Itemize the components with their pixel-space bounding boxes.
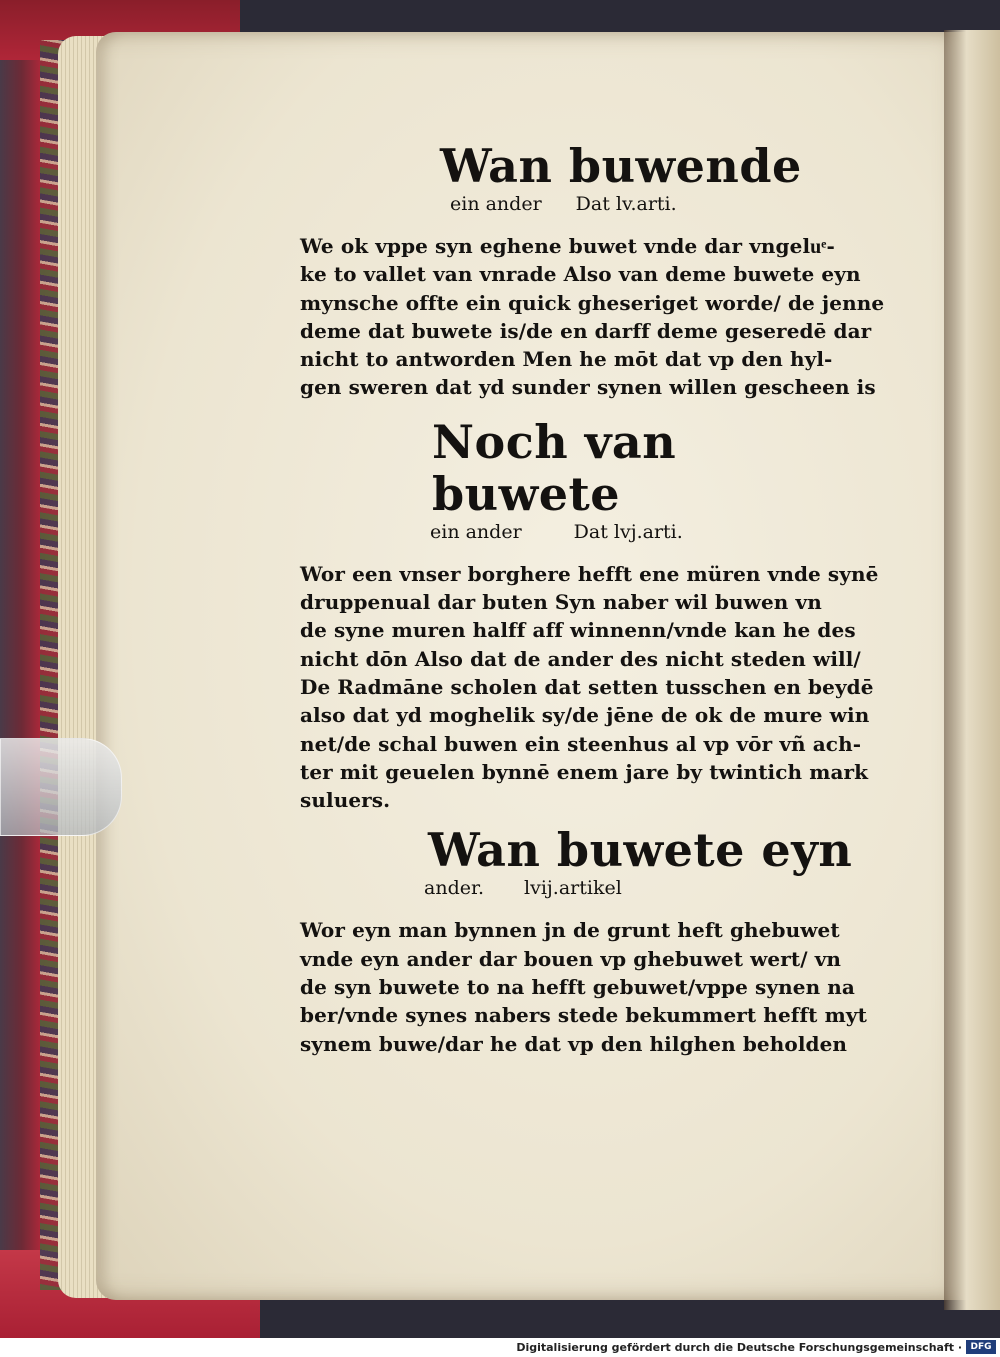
article-subline <box>450 192 880 216</box>
article-number: lvij.artikel <box>524 877 622 900</box>
text-line: Wor een vnser borghere hefft ene müren vnde synē <box>300 561 879 586</box>
dfg-logo: DFG <box>966 1340 996 1354</box>
article-heading: Wan buwete eyn <box>428 823 853 878</box>
text-line: also dat yd moghelik sy/de jēne de ok de mure win <box>300 703 870 728</box>
text-line: net/de schal buwen ein steenhus al vp vōr vñ ach- <box>300 731 862 756</box>
text-line: nicht dōn Also dat de ander des nicht steden will/ <box>300 646 861 671</box>
text-line: suluers. <box>300 788 391 813</box>
text-line: vnde eyn ander dar bouen vp ghebuwet wert/ vn <box>300 946 842 971</box>
subline-left: ein ander <box>450 193 542 215</box>
text-line: ter mit geuelen bynnē enem jare by twintich mark <box>300 759 869 784</box>
article-number: Dat lvj.arti. <box>573 520 683 543</box>
text-line: De Radmāne scholen dat setten tusschen en beydē <box>300 674 874 699</box>
text-line: de syn buwete to na hefft gebuwet/vppe synen na <box>300 975 855 1000</box>
text-line: nicht to antworden Men he mōt dat vp den hyl- <box>300 347 833 372</box>
text-line: Wor eyn man bynnen jn de grunt heft ghebuwet <box>300 918 840 943</box>
gutter-shadow <box>944 30 1000 1310</box>
article-body <box>300 916 880 1057</box>
article-57 <box>300 824 880 1057</box>
article-heading: Noch van buwete <box>432 414 677 521</box>
text-line: mynsche offte ein quick gheseriget worde/ de jenne <box>300 290 885 315</box>
text-line: de syne muren halff aff winnenn/vnde kan he des <box>300 618 856 643</box>
page-text <box>300 139 885 1058</box>
text-line: ber/vnde synes nabers stede bekummert hefft myt <box>300 1003 867 1028</box>
subline-left: ein ander <box>430 520 522 543</box>
text-line: synem buwe/dar he dat vp den hilghen beholden <box>300 1031 848 1056</box>
subline-left: ander. <box>424 877 485 900</box>
article-subline <box>430 520 880 544</box>
funding-credit: Digitalisierung gefördert durch die Deutsche Forschungsgemeinschaft · <box>516 1341 962 1354</box>
footer-bar <box>0 1338 1000 1357</box>
text-line: gen sweren dat yd sunder synen willen gescheen is <box>300 375 876 400</box>
article-heading: Wan buwende <box>440 139 802 193</box>
article-number: Dat lv.arti. <box>575 193 677 215</box>
article-body <box>300 560 880 815</box>
article-56 <box>300 416 880 815</box>
text-line: ke to vallet van vnrade Also van deme buwete eyn <box>300 262 861 287</box>
text-line: deme dat buwete is/de en darff deme geseredē dar <box>300 318 872 343</box>
article-body <box>300 232 885 402</box>
article-55 <box>300 139 885 402</box>
article-subline <box>424 876 880 900</box>
page-clip <box>0 738 122 836</box>
text-line: druppenual dar buten Syn naber wil buwen vn <box>300 590 822 615</box>
text-line: We ok vppe syn eghene buwet vnde dar vngeluͤ- <box>300 234 835 258</box>
